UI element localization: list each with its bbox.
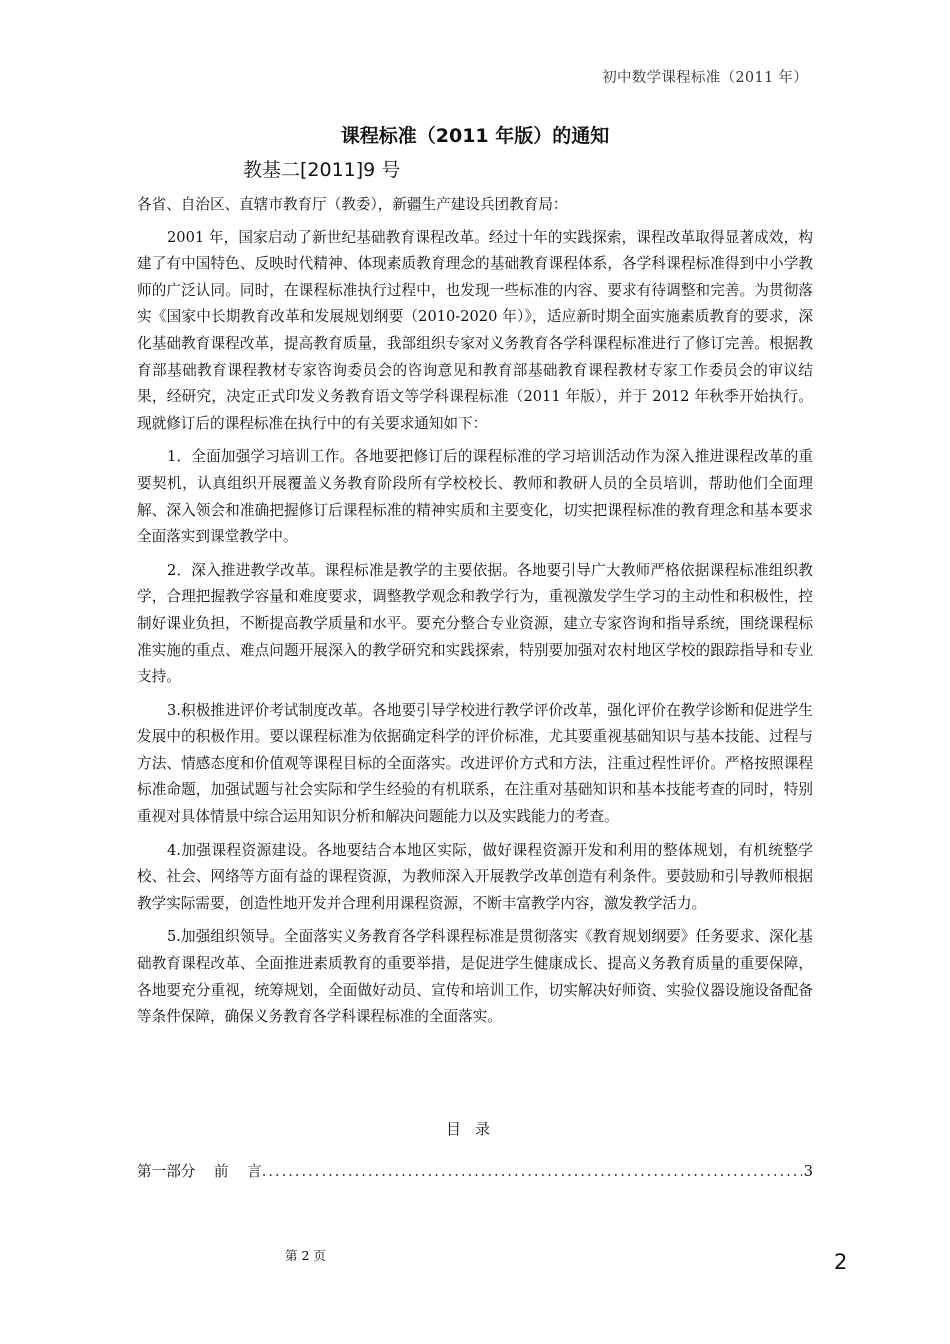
toc-entry-page: 3 xyxy=(803,1163,813,1180)
toc-entry-label: 第一部分 前 言 xyxy=(137,1163,262,1180)
paragraph-item-5: 5.加强组织领导。全面落实义务教育各学科课程标准是贯彻落实《教育规划纲要》任务要求、深化基础教育课程改革、全面推进素质教育的重要举措，是促进学生健康成长、提高义务教育质量的重要保障，各地要充分重视，统筹规划，全面做好动员、宣传和培训工作，切实解决好师资、实验仪器设施设备配备等条件保障，确保义务教育各学科课程标准的全面落实。 xyxy=(137,928,813,1026)
running-header: 初中数学课程标准（2011 年） xyxy=(602,70,808,86)
notice-title: 课程标准（2011 年版）的通知 xyxy=(340,125,610,147)
paragraph-item-3: 3.积极推进评价考试制度改革。各地要引导学校进行教学评价改革，强化评价在教学诊断和促进学生发展中的积极作用。要以课程标准为依据确定科学的评价标准，尤其要重视基础知识与基本技能、过程与方法、情感态度和价值观等课程目标的全面落实。改进评价方式和方法，注重过程性评价。严格按照课程标准命题，加强试题与社会实际和学生经验的有机联系，在注重对基础知识和基本技能考查的同时，特别重视对具体情景中综合运用知识分析和解决问题能力以及实践能力的考查。 xyxy=(137,701,813,826)
page-number: 2 xyxy=(834,1250,848,1274)
document-number: 教基二[2011]9 号 xyxy=(243,159,401,181)
notice-body xyxy=(137,192,813,1038)
toc-leader-dots xyxy=(262,1163,802,1180)
paragraph-item-1: 1．全面加强学习培训工作。各地要把修订后的课程标准的学习培训活动作为深入推进课程改革的重要契机，认真组织开展覆盖义务教育阶段所有学校校长、教师和教研人员的全员培训，帮助他们全面理解、深入领会和准确把握修订后课程标准的精神实质和主要变化，切实把课程标准的教育理念和基本要求全面落实到课堂教学中。 xyxy=(137,448,813,546)
paragraph-item-4: 4.加强课程资源建设。各地要结合本地区实际，做好课程资源开发和利用的整体规划，有机统整学校、社会、网络等方面有益的课程资源，为教师深入开展教学改革创造有利条件。要鼓励和引导教师根据教学实际需要，创造性地开发并合理利用课程资源，不断丰富教学内容，激发教学活力。 xyxy=(137,841,813,912)
paragraph-item-2: 2．深入推进教学改革。课程标准是教学的主要依据。各地要引导广大教师严格依据课程标准组织教学，合理把握教学容量和难度要求，调整教学观念和教学行为，重视激发学生学习的主动性和积极性，控制好课业负担，不断提高教学质量和水平。要充分整合专业资源，建立专家咨询和指导系统，围绕课程标准实施的重点、难点问题开展深入的教学研究和实践探索，特别要加强对农村地区学校的跟踪指导和专业支持。 xyxy=(137,561,813,686)
toc-title: 目录 xyxy=(445,1120,504,1138)
toc-entry[interactable] xyxy=(137,1160,813,1181)
footer-page-label: 第 2 页 xyxy=(285,1248,326,1263)
addressee-line: 各省、自治区、直辖市教育厅（教委），新疆生产建设兵团教育局： xyxy=(137,196,568,213)
paragraph-intro: 2001 年，国家启动了新世纪基础教育课程改革。经过十年的实践探索，课程改革取得显著成效，构建了有中国特色、反映时代精神、体现素质教育理念的基础教育课程体系，各学科课程标准得到中小学教师的广泛认同。同时，在课程标准执行过程中，也发现一些标准的内容、要求有待调整和完善。为贯彻落实《国家中长期教育改革和发展规划纲要（2010-2020 年）》，适应新时期全面实施素质教育的要求，深化基础教育课程改革，提高教育质量，我部组织专家对义务教育各学科课程标准进行了修订完善。根据教育部基础教育课程教材专家咨询委员会的咨询意见和教育部基础教育课程教材专家工作委员会的审议结果，经研究，决定正式印发义务教育语文等学科课程标准（2011 年版），并于 2012 年秋季开始执行。现就修订后的课程标准在执行中的有关要求通知如下： xyxy=(137,228,813,432)
